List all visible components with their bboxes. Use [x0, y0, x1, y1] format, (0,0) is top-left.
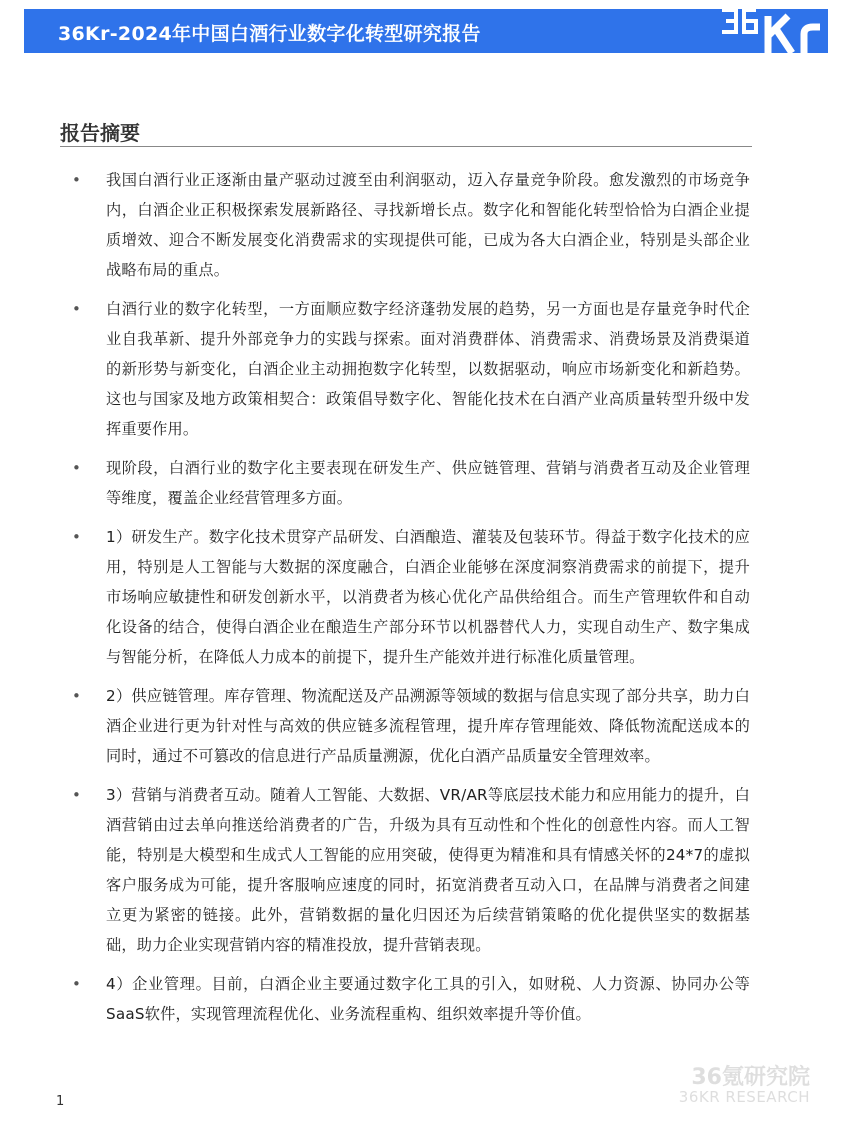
bullet-marker: • — [72, 975, 81, 993]
bullet-marker: • — [72, 300, 81, 318]
bullet-marker: • — [72, 459, 81, 477]
research-watermark — [660, 1060, 810, 1110]
watermark-title: 36氪研究院 — [691, 1065, 810, 1090]
bullet-text: 现阶段，白酒行业的数字化主要表现在研发生产、供应链管理、营销与消费者互动及企业管理等维度，覆盖企业经营管理多方面。 — [106, 459, 750, 507]
section-title: 报告摘要 — [60, 121, 140, 145]
list-item — [70, 780, 750, 960]
list-item — [70, 681, 750, 771]
list-item — [70, 453, 750, 513]
bullet-marker: • — [72, 528, 81, 546]
bullet-text: 白酒行业的数字化转型，一方面顺应数字经济蓬勃发展的趋势，另一方面也是存量竞争时代企业自我革新、提升外部竞争力的实践与探索。面对消费群体、消费需求、消费场景及消费渠道的新形势与新变化，白酒企业主动拥抱数字化转型，以数据驱动，响应市场新变化和新趋势。这也与国家及地方政策相契合：政策倡导数字化、智能化技术在白酒产业高质量转型升级中发挥重要作用。 — [106, 300, 750, 438]
bullet-marker: • — [72, 171, 81, 189]
bullet-marker: • — [72, 786, 81, 804]
section-divider — [60, 146, 752, 147]
summary-bullet-list — [70, 165, 750, 1038]
watermark-subtitle: 36KR RESEARCH — [678, 1088, 810, 1106]
bullet-marker: • — [72, 687, 81, 705]
bullet-text: 1）研发生产。数字化技术贯穿产品研发、白酒酿造、灌装及包装环节。得益于数字化技术的应用，特别是人工智能与大数据的深度融合，白酒企业能够在深度洞察消费需求的前提下，提升市场响应敏捷性和研发创新水平，以消费者为核心优化产品供给组合。而生产管理软件和自动化设备的结合，使得白酒企业在酿造生产部分环节以机器替代人力，实现自动生产、数字集成与智能分析，在降低人力成本的前提下，提升生产能效并进行标准化质量管理。 — [106, 528, 750, 666]
bullet-text: 4）企业管理。目前，白酒企业主要通过数字化工具的引入，如财税、人力资源、协同办公等SaaS软件，实现管理流程优化、业务流程重构、组织效率提升等价值。 — [106, 975, 750, 1023]
page-number: 1 — [56, 1094, 65, 1109]
list-item — [70, 165, 750, 285]
bullet-text: 我国白酒行业正逐渐由量产驱动过渡至由利润驱动，迈入存量竞争阶段。愈发激烈的市场竞争内，白酒企业正积极探索发展新路径、寻找新增长点。数字化和智能化转型恰恰为白酒企业提质增效、迎合不断发展变化消费需求的实现提供可能，已成为各大白酒企业，特别是头部企业战略布局的重点。 — [106, 171, 750, 279]
list-item — [70, 294, 750, 444]
36kr-logo — [718, 0, 828, 53]
report-title: 36Kr-2024年中国白酒行业数字化转型研究报告 — [58, 23, 481, 45]
bullet-text: 3）营销与消费者互动。随着人工智能、大数据、VR/AR等底层技术能力和应用能力的提升，白酒营销由过去单向推送给消费者的广告，升级为具有互动性和个性化的创意性内容。而人工智能，特别是大模型和生成式人工智能的应用突破，使得更为精准和具有情感关怀的24*7的虚拟客户服务成为可能，提升客服响应速度的同时，拓宽消费者互动入口，在品牌与消费者之间建立更为紧密的链接。此外，营销数据的量化归因还为后续营销策略的优化提供坚实的数据基础，助力企业实现营销内容的精准投放，提升营销表现。 — [106, 786, 750, 954]
list-item — [70, 522, 750, 672]
list-item — [70, 969, 750, 1029]
bullet-text: 2）供应链管理。库存管理、物流配送及产品溯源等领域的数据与信息实现了部分共享，助力白酒企业进行更为针对性与高效的供应链多流程管理，提升库存管理能效、降低物流配送成本的同时，通过不可篡改的信息进行产品质量溯源，优化白酒产品质量安全管理效率。 — [106, 687, 750, 765]
